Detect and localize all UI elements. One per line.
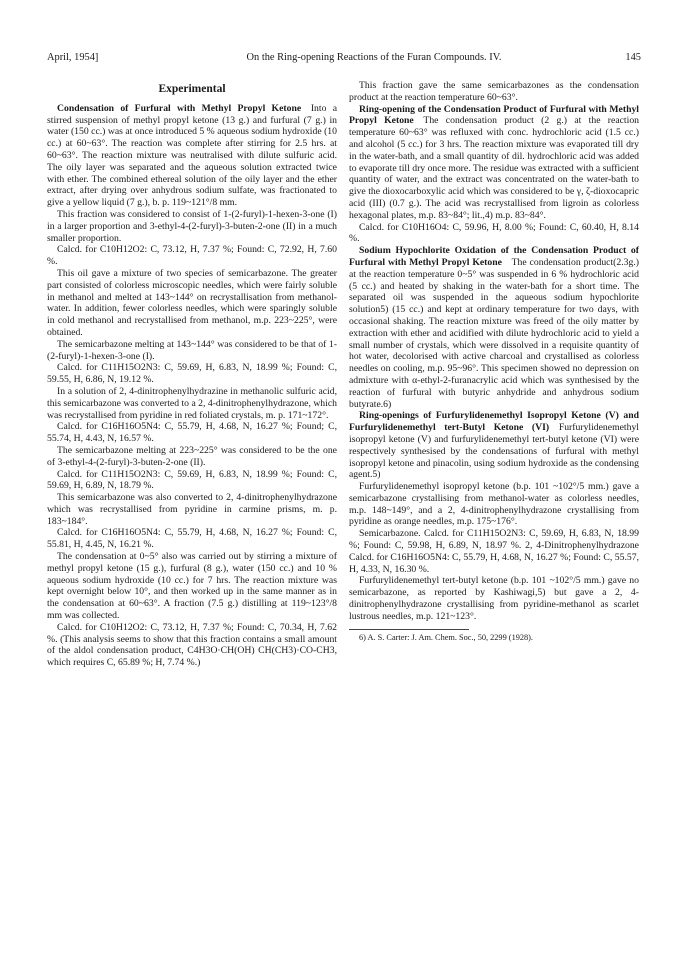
header-date: April, 1954] xyxy=(47,52,99,63)
left-column xyxy=(47,80,337,669)
body-paragraph: This fraction was considered to consist of 1-(2-furyl)-1-hexen-3-one (I) in a larger proportion and 3-ethyl-4-(2-furyl)-3-buten-2-one (II) in a much smaller proportion. xyxy=(47,208,337,244)
body-paragraph: The semicarbazone melting at 143~144° was considered to be that of 1-(2-furyl)-1-hexen-3-one (I). xyxy=(47,338,337,362)
body-paragraph: Calcd. for C10H12O2: C, 73.12, H, 7.37 %; Found: C, 70.34, H, 7.62 %. (This analysis seems to show that this fraction contains a small amount of the aldol condensation product, C4H3O·CH(OH) CH(CH3)·CO-CH3, which requires C, 65.89 %; H, 7.74 %.) xyxy=(47,621,337,669)
body-paragraph: Semicarbazone. Calcd. for C11H15O2N3: C, 59.69, H, 6.83, N, 18.99 %; Found: C, 59.98, H, 6.89, N, 18.97 %. 2, 4-Dinitrophenylhydrazone Calcd. for C16H16O5N4: C, 55.79, H, 4.68, N, 16.27 %; Found: C, 55.57, H, 4.33, N, 16.30 %. xyxy=(349,528,639,575)
subsection-heading: Ring-openings of Furfurylidenemethyl Isopropyl Ketone (V) and Furfurylidenemethyl tert-Butyl Ketone (VI) xyxy=(349,410,639,434)
subsection-heading: Condensation of Furfural with Methyl Propyl Ketone xyxy=(57,102,302,114)
body-paragraph: Calcd. for C10H12O2: C, 73.12, H, 7.37 %; Found: C, 72.92, H, 7.60 %. xyxy=(47,244,337,268)
body-paragraph: This oil gave a mixture of two species of semicarbazone. The greater part consisted of colorless microscopic needles, which were fairly soluble in methanol and melted at 143~144° on recrystallisation from methanol-water. In addition, fewer colorless needles, which were sparingly soluble in cold methanol and recrystallised from methanol, m.p. 223~225°, were obtained. xyxy=(47,267,337,338)
subsection-paragraph xyxy=(349,104,639,222)
body-paragraph: Calcd. for C11H15O2N3: C, 59.69, H, 6.83, N, 18.99 %; Found: C, 59.69, H, 6.89, N, 18.79 %. xyxy=(47,468,337,492)
page-number: 145 xyxy=(625,52,641,63)
paragraph-text: Into a stirred suspension of methyl propyl ketone (13 g.) and furfural (7 g.) in water (150 cc.) was at once introduced 5 % aqueous sodium hydroxide (10 cc.) at 60~63°. The reaction was complete after stirring for 2.5 hrs. at 60~63°. The reaction mixture was neutralised with dilute sulfuric acid. The oily layer was separated and the aqueous solution extracted twice with ether. The combined ethereal solution of the oily layer and the ether extract, after drying over anhydrous sodium sulfate, was fractionated to give a yellow liquid (7 g.), b. p. 119~121°/8 mm. xyxy=(47,102,338,209)
subsection-heading: Sodium Hypochlorite Oxidation of the Condensation Product of Furfural with Methyl Propyl Ketone xyxy=(349,245,639,268)
body-paragraph: Furfurylidenemethyl isopropyl ketone (b.p. 101 ~102°/5 mm.) gave a semicarbazone crystallising from methanol-water as colorless needles, m.p. 148~149°, and a 2, 4-dinitrophenylhydrazone crystallising from pyridine as orange needles, m.p. 175~176°. xyxy=(349,481,639,528)
body-paragraph: Calcd. for C10H16O4: C, 59.96, H, 8.00 %; Found: C, 60.40, H, 8.14 %. xyxy=(349,221,639,245)
body-paragraph: Calcd. for C11H15O2N3: C, 59.69, H, 6.83, N, 18.99 %; Found: C, 59.55, H, 6.86, N, 19.12 %. xyxy=(47,362,337,386)
paragraph-text: The condensation product(2.3g.) at the reaction temperature 0~5° was suspended in 6 % hydrochloric acid (5 cc.) and heated by shaking in the water-bath for a short time. The separated oil was suspended in the aqueous sodium hypochlorite solution5) (15 cc.) and kept at ordinary temperature for two days, with occasional shaking. The reaction mixture was freed of the oily matter by extraction with ether and acidified with dilute hydrochloric acid to yield a small number of crystals, which were dissolved in a requisite quantity of hot water, decolorised with active charcoal and crystallised as colorless needles on cooling, m.p. 95~96°. This specimen showed no depression on admixture with α-ethyl-2-furanacrylic acid which was synthesised by the reaction of furfural with butyric anhydride and anhydrous sodium butyrate.6) xyxy=(349,256,639,410)
header-title: On the Ring-opening Reactions of the Furan Compounds. IV. xyxy=(246,52,502,63)
subsection-paragraph xyxy=(349,245,639,410)
section-title: Experimental xyxy=(158,83,226,95)
body-paragraph: In a solution of 2, 4-dinitrophenylhydrazine in methanolic sulfuric acid, this semicarbazone was converted to a 2, 4-dinitrophenylhydrazone, which was recrystallised from pyridine in red foliated crystals, m. p. 171~172°. xyxy=(47,385,337,421)
footnote-rule xyxy=(349,629,469,630)
running-header xyxy=(47,52,641,68)
body-paragraph: This semicarbazone was also converted to 2, 4-dinitrophenylhydrazone which was recrystallised from pyridine in carmine prisms, m. p. 183~184°. xyxy=(47,492,337,527)
body-paragraph: The condensation at 0~5° also was carried out by stirring a mixture of methyl propyl ketone (15 g.), furfural (8 g.), water (150 cc.) and 10 % aqueous sodium hydroxide (10 cc.) for 7 hrs. The reaction mixture was kept overnight below 10°, and then worked up in the same manner as in the condensation at 60~63°. A fraction (7.5 g.) distilling at 119~123°/8 mm was collected. xyxy=(47,551,337,622)
subsection-paragraph xyxy=(47,103,337,209)
paragraph-text: Furfurylidenemethyl isopropyl ketone (V) and furfurylidenemethyl tert-butyl ketone (VI) were respectively synthesised by the condensations of furfural with methyl isopropyl ketone and pinacolin, using sodium hydroxide as the condensing agent.5) xyxy=(349,422,639,481)
body-paragraph: Furfurylidenemethyl tert-butyl ketone (b.p. 101 ~102°/5 mm.) gave no semicarbazone, as reported by Kashiwagi,5) but gave a 2, 4-dinitrophenylhydrazone crystallising from pyridine-methanol as scarlet lustrous needles, m.p. 121~123°. xyxy=(349,575,639,622)
body-paragraph: The semicarbazone melting at 223~225° was considered to be the one of 3-ethyl-4-(2-furyl)-3-buten-2-one (II). xyxy=(47,444,337,468)
body-paragraph: This fraction gave the same semicarbazones as the condensation product at the reaction temperature 60~63°. xyxy=(349,80,639,103)
paragraph-text: The condensation product (2 g.) at the reaction temperature 60~63° was refluxed with conc. hydrochloric acid (1.5 cc.) and alcohol (5 cc.) for 3 hrs. The reaction mixture was evaporated till dry in the water-bath, and a small quantity of dil. hydrochloric acid was added to evaporate till dry once more. The residue was extracted with a sufficient quantity of water, and the extract was concentrated on the water-bath to give the dioxocarboxylic acid which was considered to be γ, ζ-dioxocapric acid (III) (0.7 g.). The acid was recrystallised from ligroin as colorless hexagonal plates, m.p. 83~84°; lit.,4) m.p. 83~84°. xyxy=(349,115,640,221)
body-paragraph: Calcd. for C16H16O5N4: C, 55.79, H, 4.68, N, 16.27 %; Found: C, 55.81, H, 4.45, N, 16.21 %. xyxy=(47,527,337,551)
footnote: 6) A. S. Carter: J. Am. Chem. Soc., 50, 2299 (1928). xyxy=(359,632,533,642)
subsection-paragraph xyxy=(349,410,639,481)
subsection-heading: Ring-opening of the Condensation Product of Furfural with Methyl Propyl Ketone xyxy=(349,103,639,127)
body-paragraph: Calcd. for C16H16O5N4: C, 55.79, H, 4.68, N, 16.27 %; Found; C, 55.74, H, 4.43, N, 16.57 %. xyxy=(47,421,337,445)
right-column xyxy=(349,80,639,643)
